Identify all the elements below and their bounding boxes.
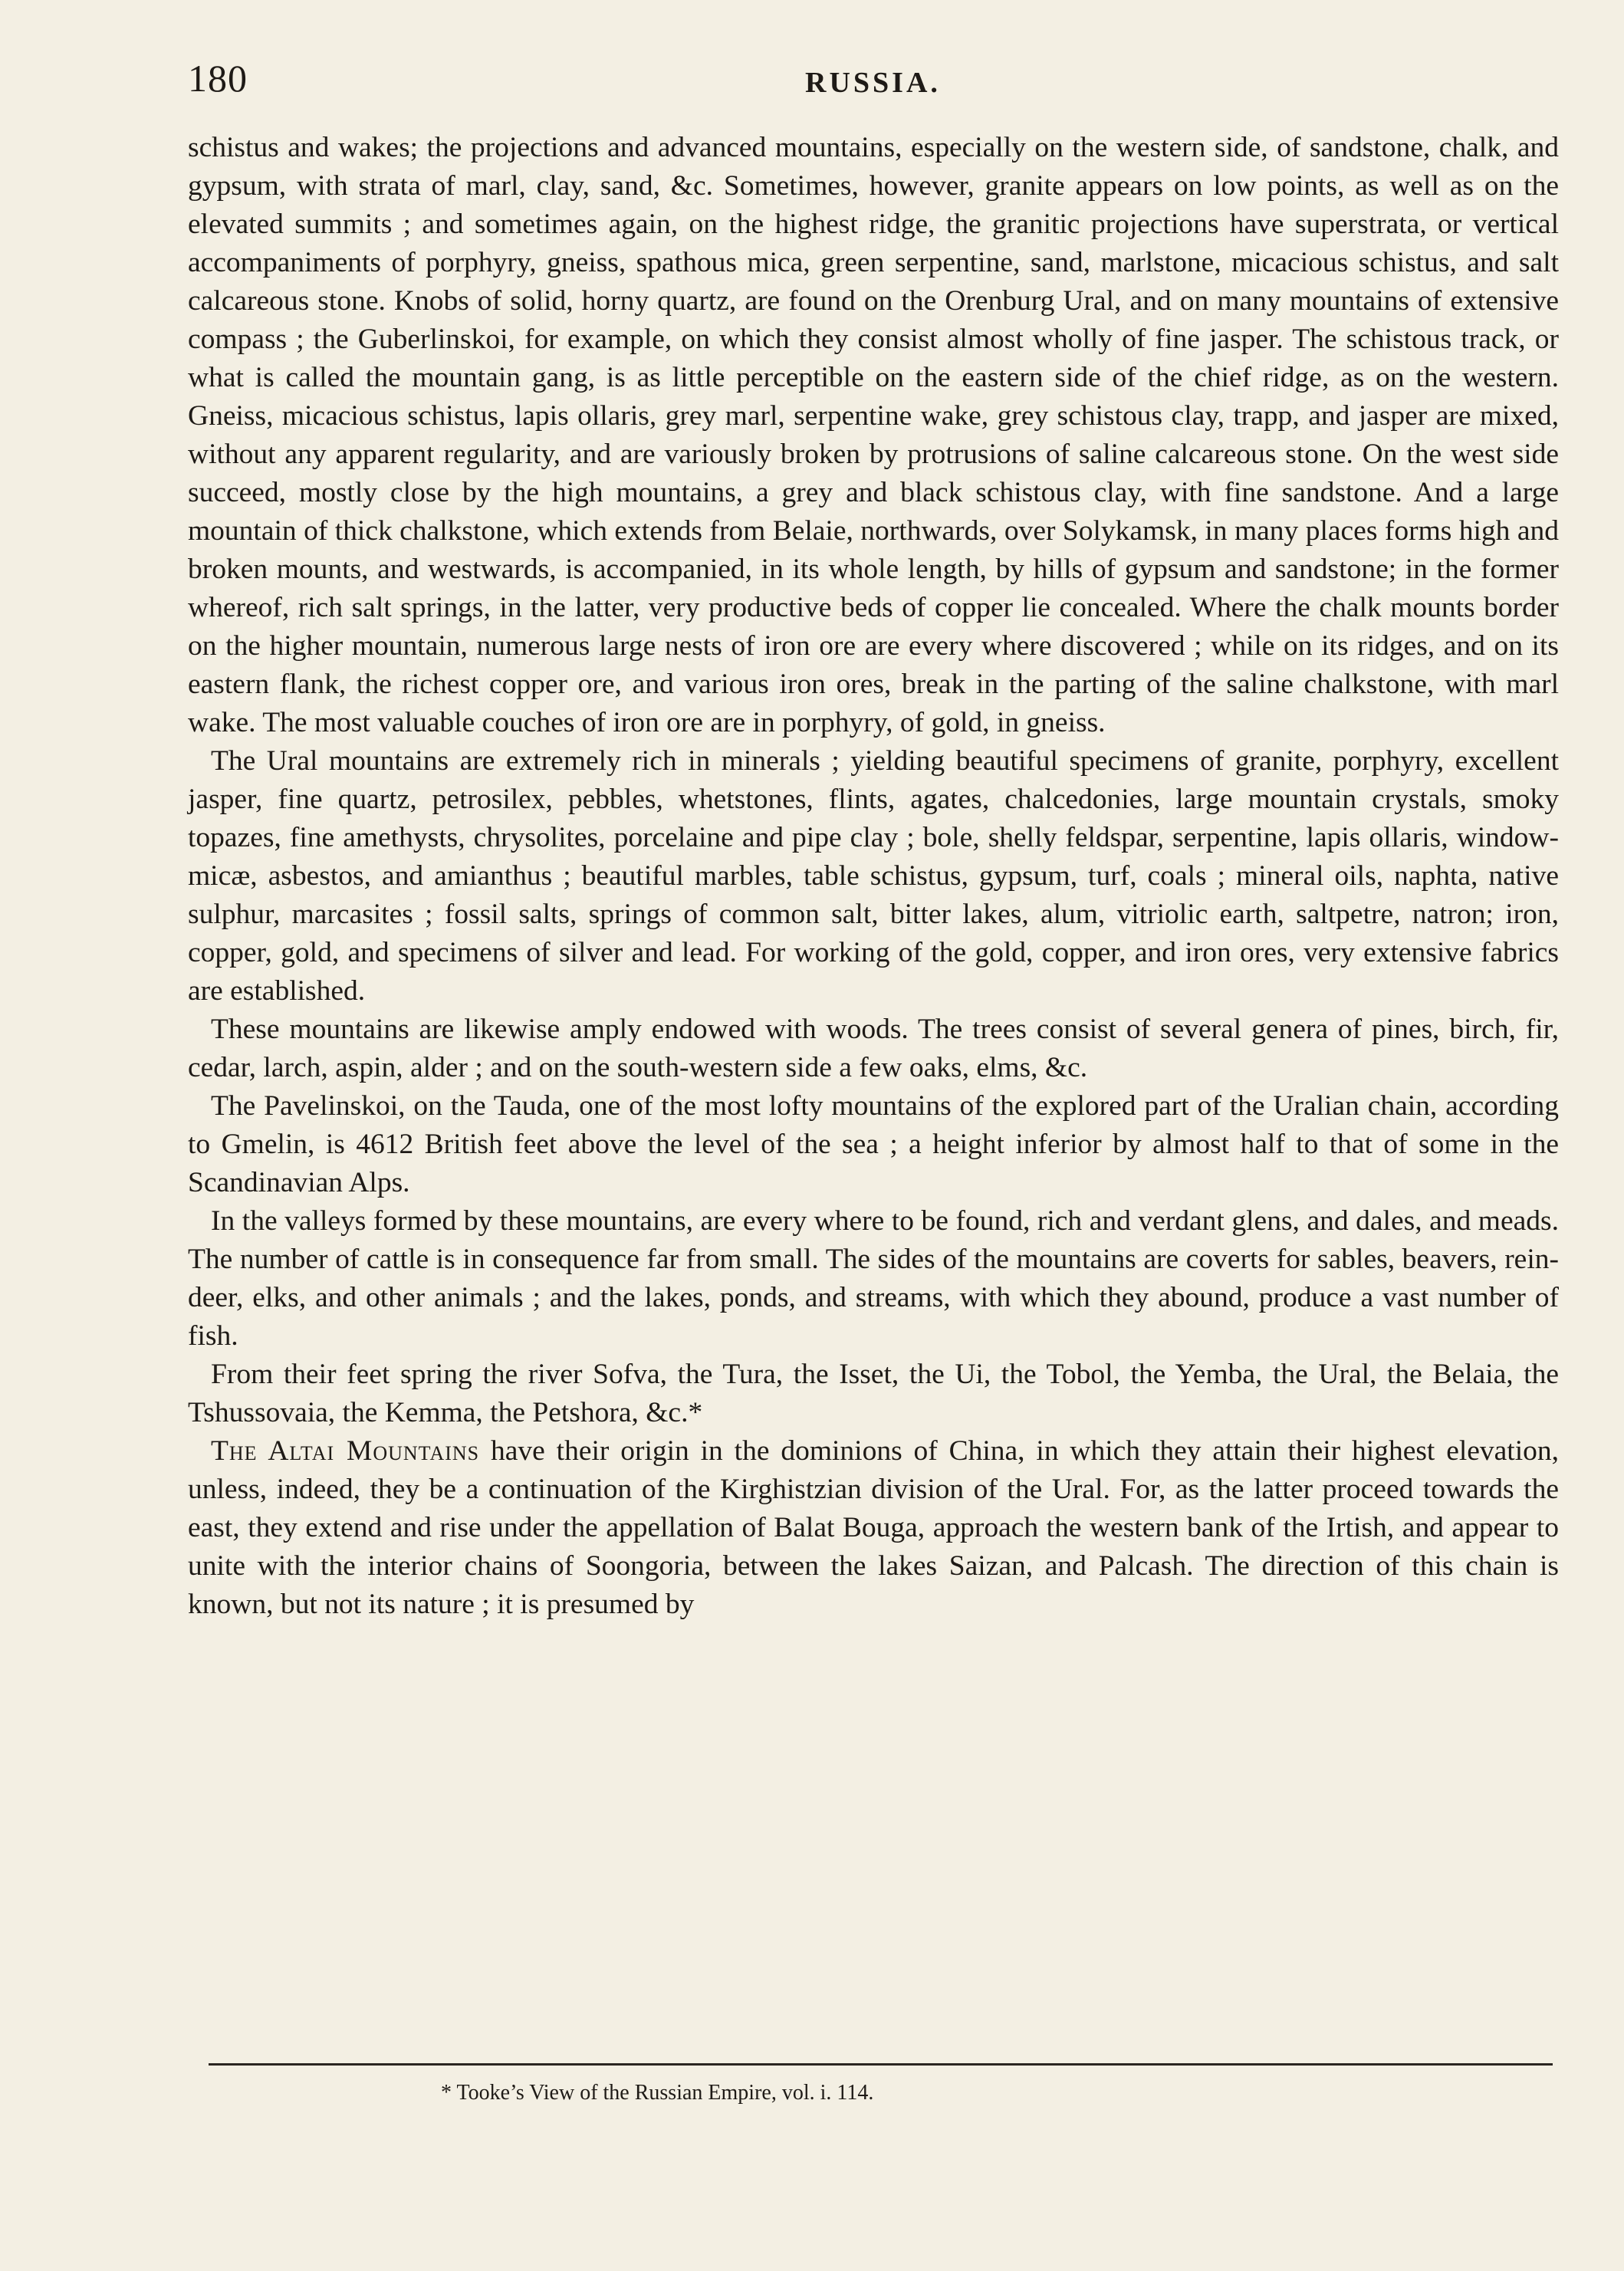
footnote-rule <box>209 2063 1553 2066</box>
altai-heading: The Altai Mountains <box>211 1435 480 1467</box>
paragraph-woods: These mountains are likewise amply endowed with woods. The trees consist of several genera of pines, birch, fir, cedar, larch, aspin, alder ; and on the south-western side a few oaks, elms, &c. <box>188 1014 1559 1083</box>
paragraph-geology: schistus and wakes; the projections and advanced mountains, especially on the western side, of sandstone, chalk, and gypsum, with strata of marl, clay, sand, &c. Sometimes, however, granite appears on low points, as well as on the elevated summits ; and sometimes again, on the highest ridge, the granitic projections have superstrata, or vertical accompaniments of porphyry, gneiss, spathous mica, green serpentine, sand, marlstone, micacious schistus, and salt calcareous stone. Knobs of solid, horny quartz, are found on the Orenburg Ural, and on many mountains of extensive compass ; the Guberlinskoi, for example, on which they consist almost wholly of fine jasper. The schistous track, or what is called the mountain gang, is as little perceptible on the eastern side of the chief ridge, as on the western. Gneiss, micacious schistus, lapis ollaris, grey marl, serpentine wake, grey schistous clay, trapp, and jasper are mixed, without any apparent regularity, and are variously broken by protrusions of saline calcareous stone. On the west side succeed, mostly close by the high mountains, a grey and black schistous clay, with fine sandstone. And a large mountain of thick chalkstone, which extends from Belaie, northwards, over Solykamsk, in many places forms high and broken mounts, and westwards, is accompanied, in its whole length, by hills of gypsum and sandstone; in the former whereof, rich salt springs, in the latter, very productive beds of copper lie concealed. Where the chalk mounts border on the higher mountain, numerous large nests of iron ore are every where discovered ; while on its ridges, and on its eastern flank, the richest copper ore, and various iron ores, break in the parting of the saline chalkstone, with marl wake. The most valuable couches of iron ore are in porphyry, of gold, in gneiss. <box>188 132 1559 738</box>
page-number: 180 <box>188 57 248 100</box>
paragraph-altai <box>188 1432 1559 1624</box>
running-title: RUSSIA. <box>805 67 941 99</box>
paragraph-valleys: In the valleys formed by these mountains, are every where to be found, rich and verdant glens, and dales, and meads. The number of cattle is in consequence far from small. The sides of the mountains are coverts for sables, beavers, rein-deer, elks, and other animals ; and the lakes, ponds, and streams, with which they abound, produce a vast number of fish. <box>188 1205 1559 1352</box>
altai-text: have their origin in the dominions of China, in which they attain their highest elevation, unless, indeed, they be a continuation of the Kirghistzian division of the Ural. For, as the latter proceed towards the east, they extend and rise under the appellation of Balat Bouga, approach the western bank of the Irtish, and appear to unite with the interior chains of Soongoria, between the lakes Saizan, and Palcash. The direction of this chain is known, but not its nature ; it is presumed by <box>188 1435 1560 1620</box>
body-text <box>188 129 1559 1624</box>
footnote: * Tooke’s View of the Russian Empire, vol. i. 114. <box>441 2081 874 2105</box>
paragraph-pavelinskoi: The Pavelinskoi, on the Tauda, one of the most lofty mountains of the explored part of the Uralian chain, according to Gmelin, is 4612 British feet above the level of the sea ; a height inferior by almost half to that of some in the Scandinavian Alps. <box>188 1090 1559 1198</box>
paragraph-rivers: From their feet spring the river Sofva, the Tura, the Isset, the Ui, the Tobol, the Yemba, the Ural, the Belaia, the Tshussovaia, the Kemma, the Petshora, &c.* <box>188 1359 1559 1428</box>
paragraph-minerals: The Ural mountains are extremely rich in minerals ; yielding beautiful specimens of granite, porphyry, excellent jasper, fine quartz, petrosilex, pebbles, whetstones, flints, agates, chalcedonies, large mountain crystals, smoky topazes, fine amethysts, chrysolites, porcelaine and pipe clay ; bole, shelly feldspar, serpentine, lapis ollaris, window-micæ, asbestos, and amianthus ; beautiful marbles, table schistus, gypsum, turf, coals ; mineral oils, naphta, native sulphur, marcasites ; fossil salts, springs of common salt, bitter lakes, alum, vitriolic earth, saltpetre, natron; iron, copper, gold, and specimens of silver and lead. For working of the gold, copper, and iron ores, very extensive fabrics are established. <box>188 745 1559 1007</box>
